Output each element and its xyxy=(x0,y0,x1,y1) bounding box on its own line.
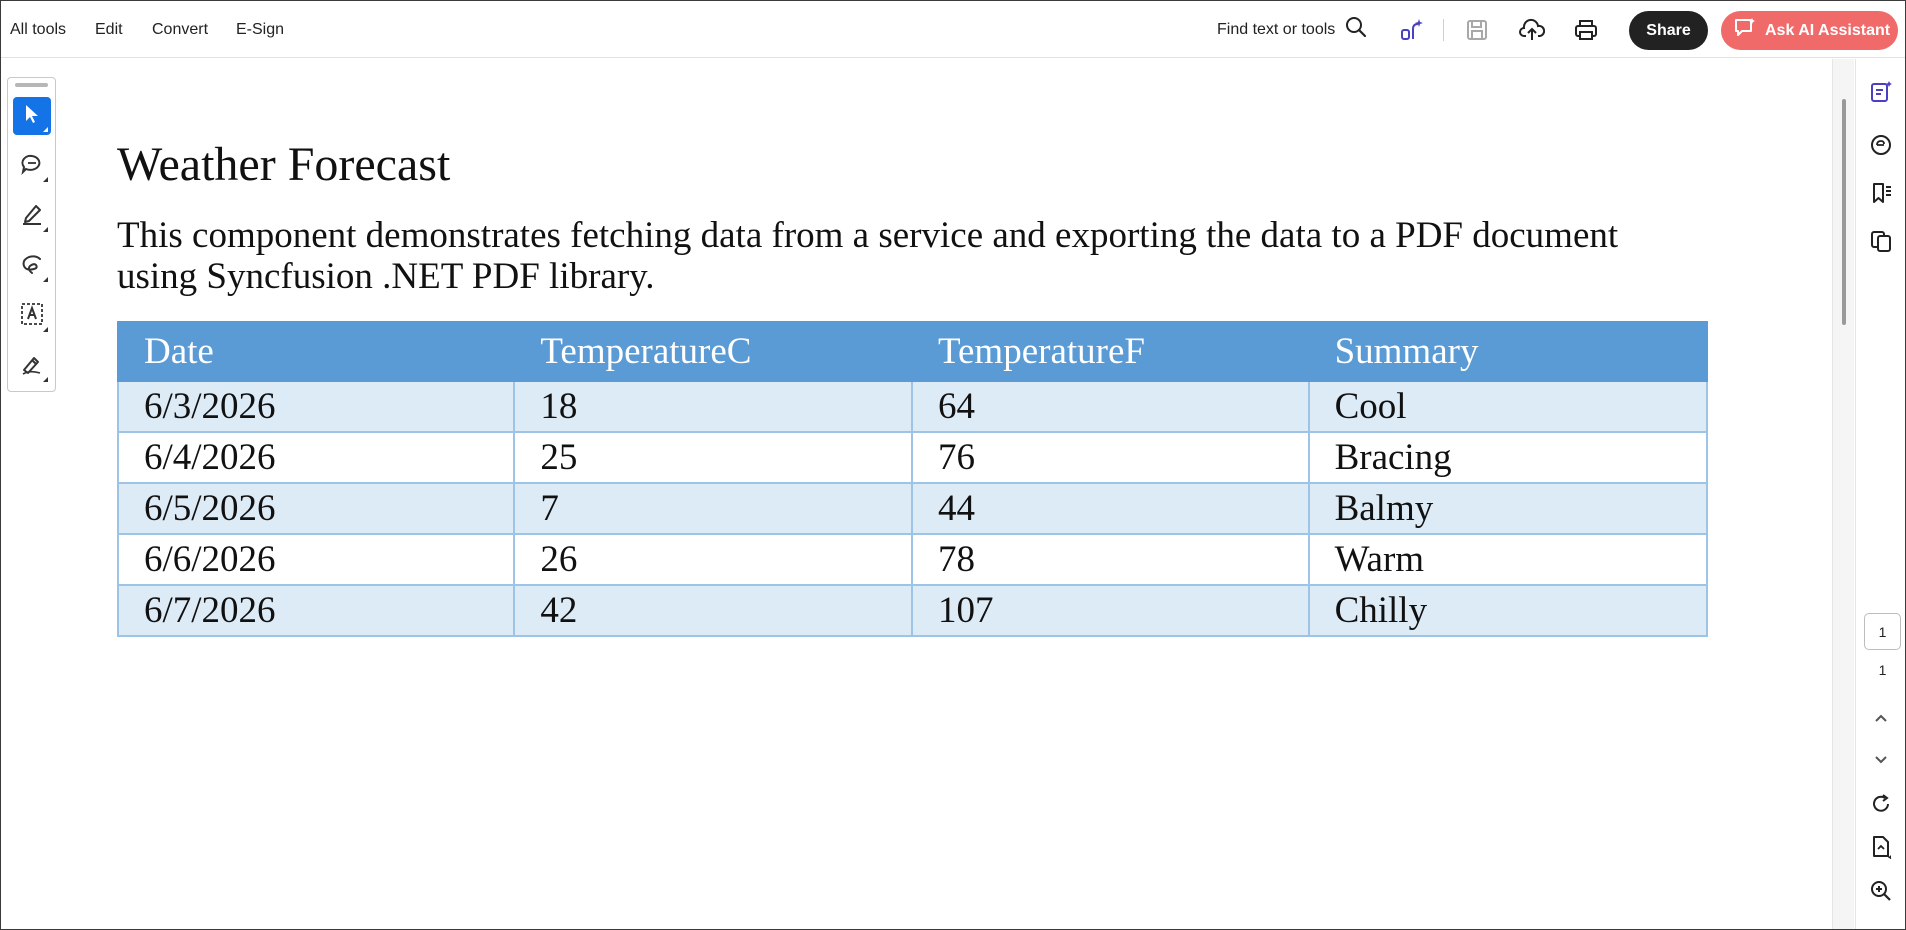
top-toolbar xyxy=(1,1,1905,58)
menu-all-tools[interactable] xyxy=(10,1,66,58)
menu-all-tools-label: All tools xyxy=(10,20,67,38)
tool-options-indicator xyxy=(43,127,48,132)
table-row xyxy=(118,432,1707,483)
print-icon[interactable] xyxy=(1571,1,1601,58)
table-row xyxy=(118,483,1707,534)
current-page-input[interactable]: 1 xyxy=(1864,613,1901,650)
save-icon[interactable] xyxy=(1462,1,1492,58)
signature-tool-button[interactable] xyxy=(13,347,51,385)
sparkle-tools-icon[interactable] xyxy=(1397,1,1427,58)
pages-icon[interactable] xyxy=(1865,225,1897,257)
select-tool-button[interactable] xyxy=(13,97,51,135)
table-cell: 44 xyxy=(912,483,1309,534)
ask-ai-assistant-label: Ask AI Assistant xyxy=(1765,21,1891,39)
table-row xyxy=(118,381,1707,432)
select-icon xyxy=(22,103,42,130)
document-canvas[interactable] xyxy=(1,59,1832,929)
table-cell: 6/6/2026 xyxy=(118,534,514,585)
menu-esign[interactable] xyxy=(236,1,284,58)
share-button[interactable]: Share xyxy=(1629,11,1708,50)
table-header-cell: Date xyxy=(118,322,514,381)
menu-edit[interactable] xyxy=(95,1,123,58)
weather-table xyxy=(117,321,1708,637)
rotate-icon[interactable] xyxy=(1865,788,1897,820)
ask-ai-assistant-button[interactable] xyxy=(1721,11,1898,50)
zoom-in-icon[interactable] xyxy=(1865,875,1897,907)
table-cell: 42 xyxy=(514,585,912,636)
highlight-tool-button[interactable] xyxy=(13,197,51,235)
draw-icon xyxy=(20,253,44,280)
table-cell: 64 xyxy=(912,381,1309,432)
table-cell: 6/3/2026 xyxy=(118,381,514,432)
cloud-upload-icon[interactable] xyxy=(1517,1,1547,58)
table-cell: 76 xyxy=(912,432,1309,483)
document-title: Weather Forecast xyxy=(117,138,451,191)
table-header-cell: TemperatureC xyxy=(514,322,912,381)
toolbar-divider xyxy=(1443,19,1444,41)
table-cell: Bracing xyxy=(1309,432,1707,483)
ai-chat-icon xyxy=(1733,17,1757,44)
search-icon xyxy=(1345,16,1367,43)
table-row xyxy=(118,534,1707,585)
total-pages: 1 xyxy=(1878,662,1887,678)
edit-pdf-icon[interactable] xyxy=(1865,76,1897,108)
table-header-cell: TemperatureF xyxy=(912,322,1309,381)
comments-icon[interactable] xyxy=(1865,129,1897,161)
tool-options-indicator xyxy=(43,377,48,382)
vertical-scrollbar[interactable] xyxy=(1832,59,1854,929)
tool-options-indicator xyxy=(43,277,48,282)
tool-options-indicator xyxy=(43,327,48,332)
table-cell: Cool xyxy=(1309,381,1707,432)
table-row xyxy=(118,585,1707,636)
table-header-cell: Summary xyxy=(1309,322,1707,381)
table-cell: 6/4/2026 xyxy=(118,432,514,483)
table-header-row xyxy=(118,322,1707,381)
table-cell: 18 xyxy=(514,381,912,432)
find-tools-label: Find text or tools xyxy=(1217,20,1336,38)
tool-options-indicator xyxy=(43,227,48,232)
highlight-pen-icon xyxy=(20,202,44,231)
tool-options-indicator xyxy=(43,177,48,182)
table-cell: Chilly xyxy=(1309,585,1707,636)
text-box-tool-button[interactable] xyxy=(13,297,51,335)
table-cell: 7 xyxy=(514,483,912,534)
right-panel-rail xyxy=(1855,59,1905,929)
table-cell: 26 xyxy=(514,534,912,585)
table-cell: Balmy xyxy=(1309,483,1707,534)
document-description: This component demonstrates fetching data from a service and exporting the data to a PDF document using Syncfusion .NET PDF library. xyxy=(117,215,1619,297)
table-cell: Warm xyxy=(1309,534,1707,585)
find-tools-button[interactable] xyxy=(1217,1,1367,58)
menu-edit-label: Edit xyxy=(95,20,123,38)
bookmarks-icon[interactable] xyxy=(1865,177,1897,209)
chevron-up-icon[interactable] xyxy=(1865,702,1897,734)
comment-tool-button[interactable] xyxy=(13,147,51,185)
signature-icon xyxy=(20,352,44,381)
table-cell: 6/7/2026 xyxy=(118,585,514,636)
chevron-down-icon[interactable] xyxy=(1865,744,1897,776)
scrollbar-thumb[interactable] xyxy=(1842,99,1846,325)
page-info-icon[interactable] xyxy=(1865,831,1897,863)
draw-tool-button[interactable] xyxy=(13,247,51,285)
palette-drag-handle[interactable] xyxy=(15,83,48,87)
text-box-icon xyxy=(20,302,44,331)
table-cell: 25 xyxy=(514,432,912,483)
tool-palette xyxy=(7,77,56,392)
menu-convert-label: Convert xyxy=(152,20,209,38)
table-cell: 107 xyxy=(912,585,1309,636)
table-cell: 6/5/2026 xyxy=(118,483,514,534)
table-cell: 78 xyxy=(912,534,1309,585)
menu-convert[interactable] xyxy=(152,1,208,58)
menu-esign-label: E-Sign xyxy=(236,20,285,38)
comment-icon xyxy=(20,153,44,180)
